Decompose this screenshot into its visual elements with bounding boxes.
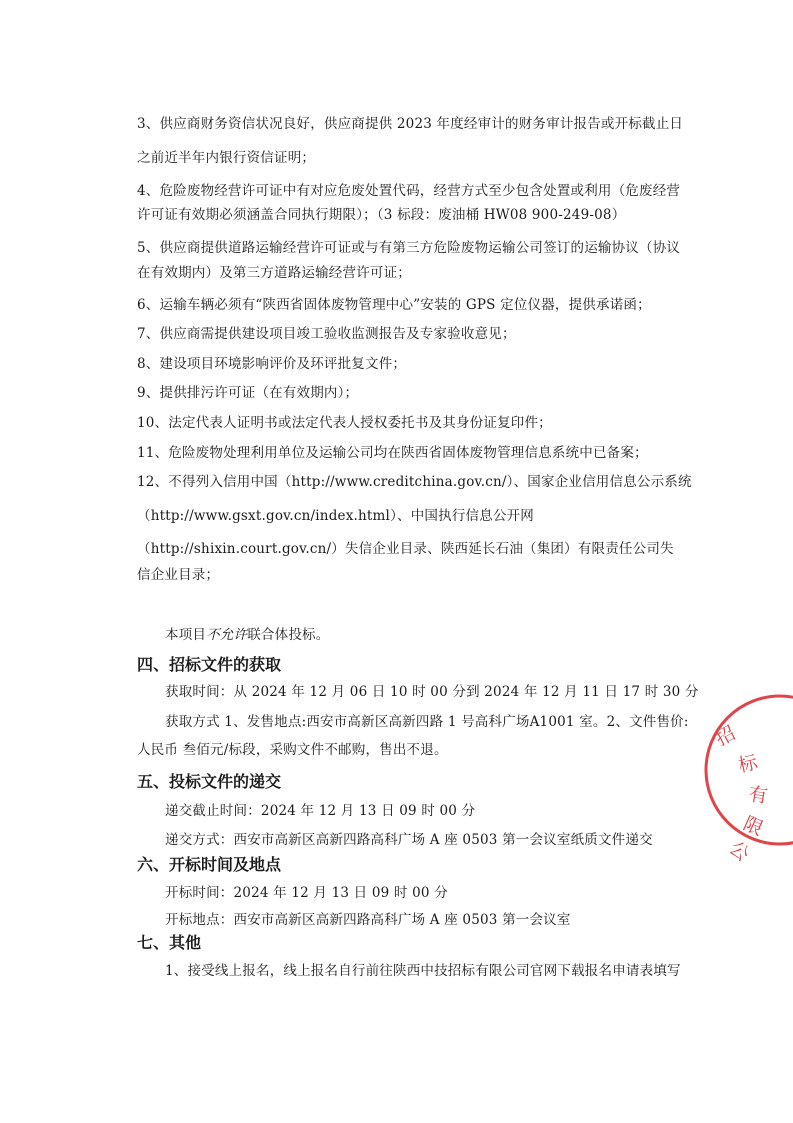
- req-7: 7、供应商需提供建设项目竣工验收监测报告及专家验收意见；: [137, 326, 516, 342]
- stamp-char-4: 限: [739, 812, 767, 841]
- stamp-char-5: 公: [724, 836, 754, 867]
- req-4-line1: 4、危险废物经营许可证中有对应危废处置代码，经营方式至少包含处置或利用（危废经营: [137, 183, 681, 199]
- req-10: 10、法定代表人证明书或法定代表人授权委托书及其身份证复印件；: [137, 415, 552, 431]
- section-5-method: 递交方式：西安市高新区高新四路高科广场 A 座 0503 第一会议室纸质文件递交: [165, 832, 653, 848]
- req-6: 6、运输车辆必须有“陕西省固体废物管理中心”安装的 GPS 定位仪器，提供承诺函；: [137, 297, 651, 313]
- section-7-title: 七、其他: [137, 933, 202, 952]
- req-12-line2: （http://www.gsxt.gov.cn/index.html）、中国执行信息公开网: [137, 508, 535, 524]
- section-5-deadline: 递交截止时间：2024 年 12 月 13 日 09 时 00 分: [165, 803, 476, 819]
- company-seal-stamp: [690, 690, 793, 867]
- consortium-statement: [165, 626, 329, 644]
- stamp-char-2: 标: [736, 751, 760, 777]
- req-4-line2: 许可证有效期必须涵盖合同执行期限）；（3 标段：废油桶 HW08 900-249-08）: [137, 207, 626, 223]
- section-4-method-line2: 人民币 叁佰元/标段，采购文件不邮购，售出不退。: [137, 742, 448, 758]
- section-4-title: 四、招标文件的获取: [137, 655, 282, 674]
- req-5-line1: 5、供应商提供道路运输经营许可证或与有第三方危险废物运输公司签订的运输协议（协议: [137, 240, 681, 256]
- req-8: 8、建设项目环境影响评价及环评批复文件；: [137, 356, 407, 372]
- stamp-char-1: 招: [712, 722, 740, 751]
- consortium-prefix: 本项目: [165, 627, 207, 643]
- section-4-method-line1: 获取方式 1、发售地点:西安市高新区高新四路 1 号高科广场A1001 室。2、文件售价:: [165, 714, 689, 730]
- section-6-place: 开标地点：西安市高新区高新四路高科广场 A 座 0503 第一会议室: [165, 912, 571, 928]
- req-9: 9、提供排污许可证（在有效期内）；: [137, 385, 359, 401]
- consortium-emphasis: 不允许: [206, 627, 248, 643]
- section-6-title: 六、开标时间及地点: [137, 855, 282, 874]
- consortium-suffix: 联合体投标。: [247, 627, 330, 643]
- section-6-time: 开标时间：2024 年 12 月 13 日 09 时 00 分: [165, 885, 448, 901]
- req-3-line1: 3、供应商财务资信状况良好，供应商提供 2023 年度经审计的财务审计报告或开标截止日: [137, 116, 684, 132]
- req-12-line1: 12、不得列入信用中国（http://www.creditchina.gov.cn/）、国家企业信用信息公示系统: [137, 474, 692, 490]
- stamp-char-3: 有: [747, 783, 770, 808]
- section-5-title: 五、投标文件的递交: [137, 772, 282, 791]
- req-5-line2: 在有效期内）及第三方道路运输经营许可证；: [137, 265, 411, 281]
- req-12-line4: 信企业目录；: [137, 567, 220, 583]
- req-11: 11、危险废物处理利用单位及运输公司均在陕西省固体废物管理信息系统中已备案；: [137, 445, 648, 461]
- section-7-item1: 1、接受线上报名，线上报名自行前往陕西中技招标有限公司官网下载报名申请表填写: [165, 963, 681, 979]
- req-3-line2: 之前近半年内银行资信证明；: [137, 150, 316, 166]
- section-4-time: 获取时间：从 2024 年 12 月 06 日 10 时 00 分到 2024 年 12 月 11 日 17 时 30 分: [165, 684, 699, 700]
- req-12-line3: （http://shixin.court.gov.cn/）失信企业目录、陕西延长石油（集团）有限责任公司失: [137, 541, 674, 557]
